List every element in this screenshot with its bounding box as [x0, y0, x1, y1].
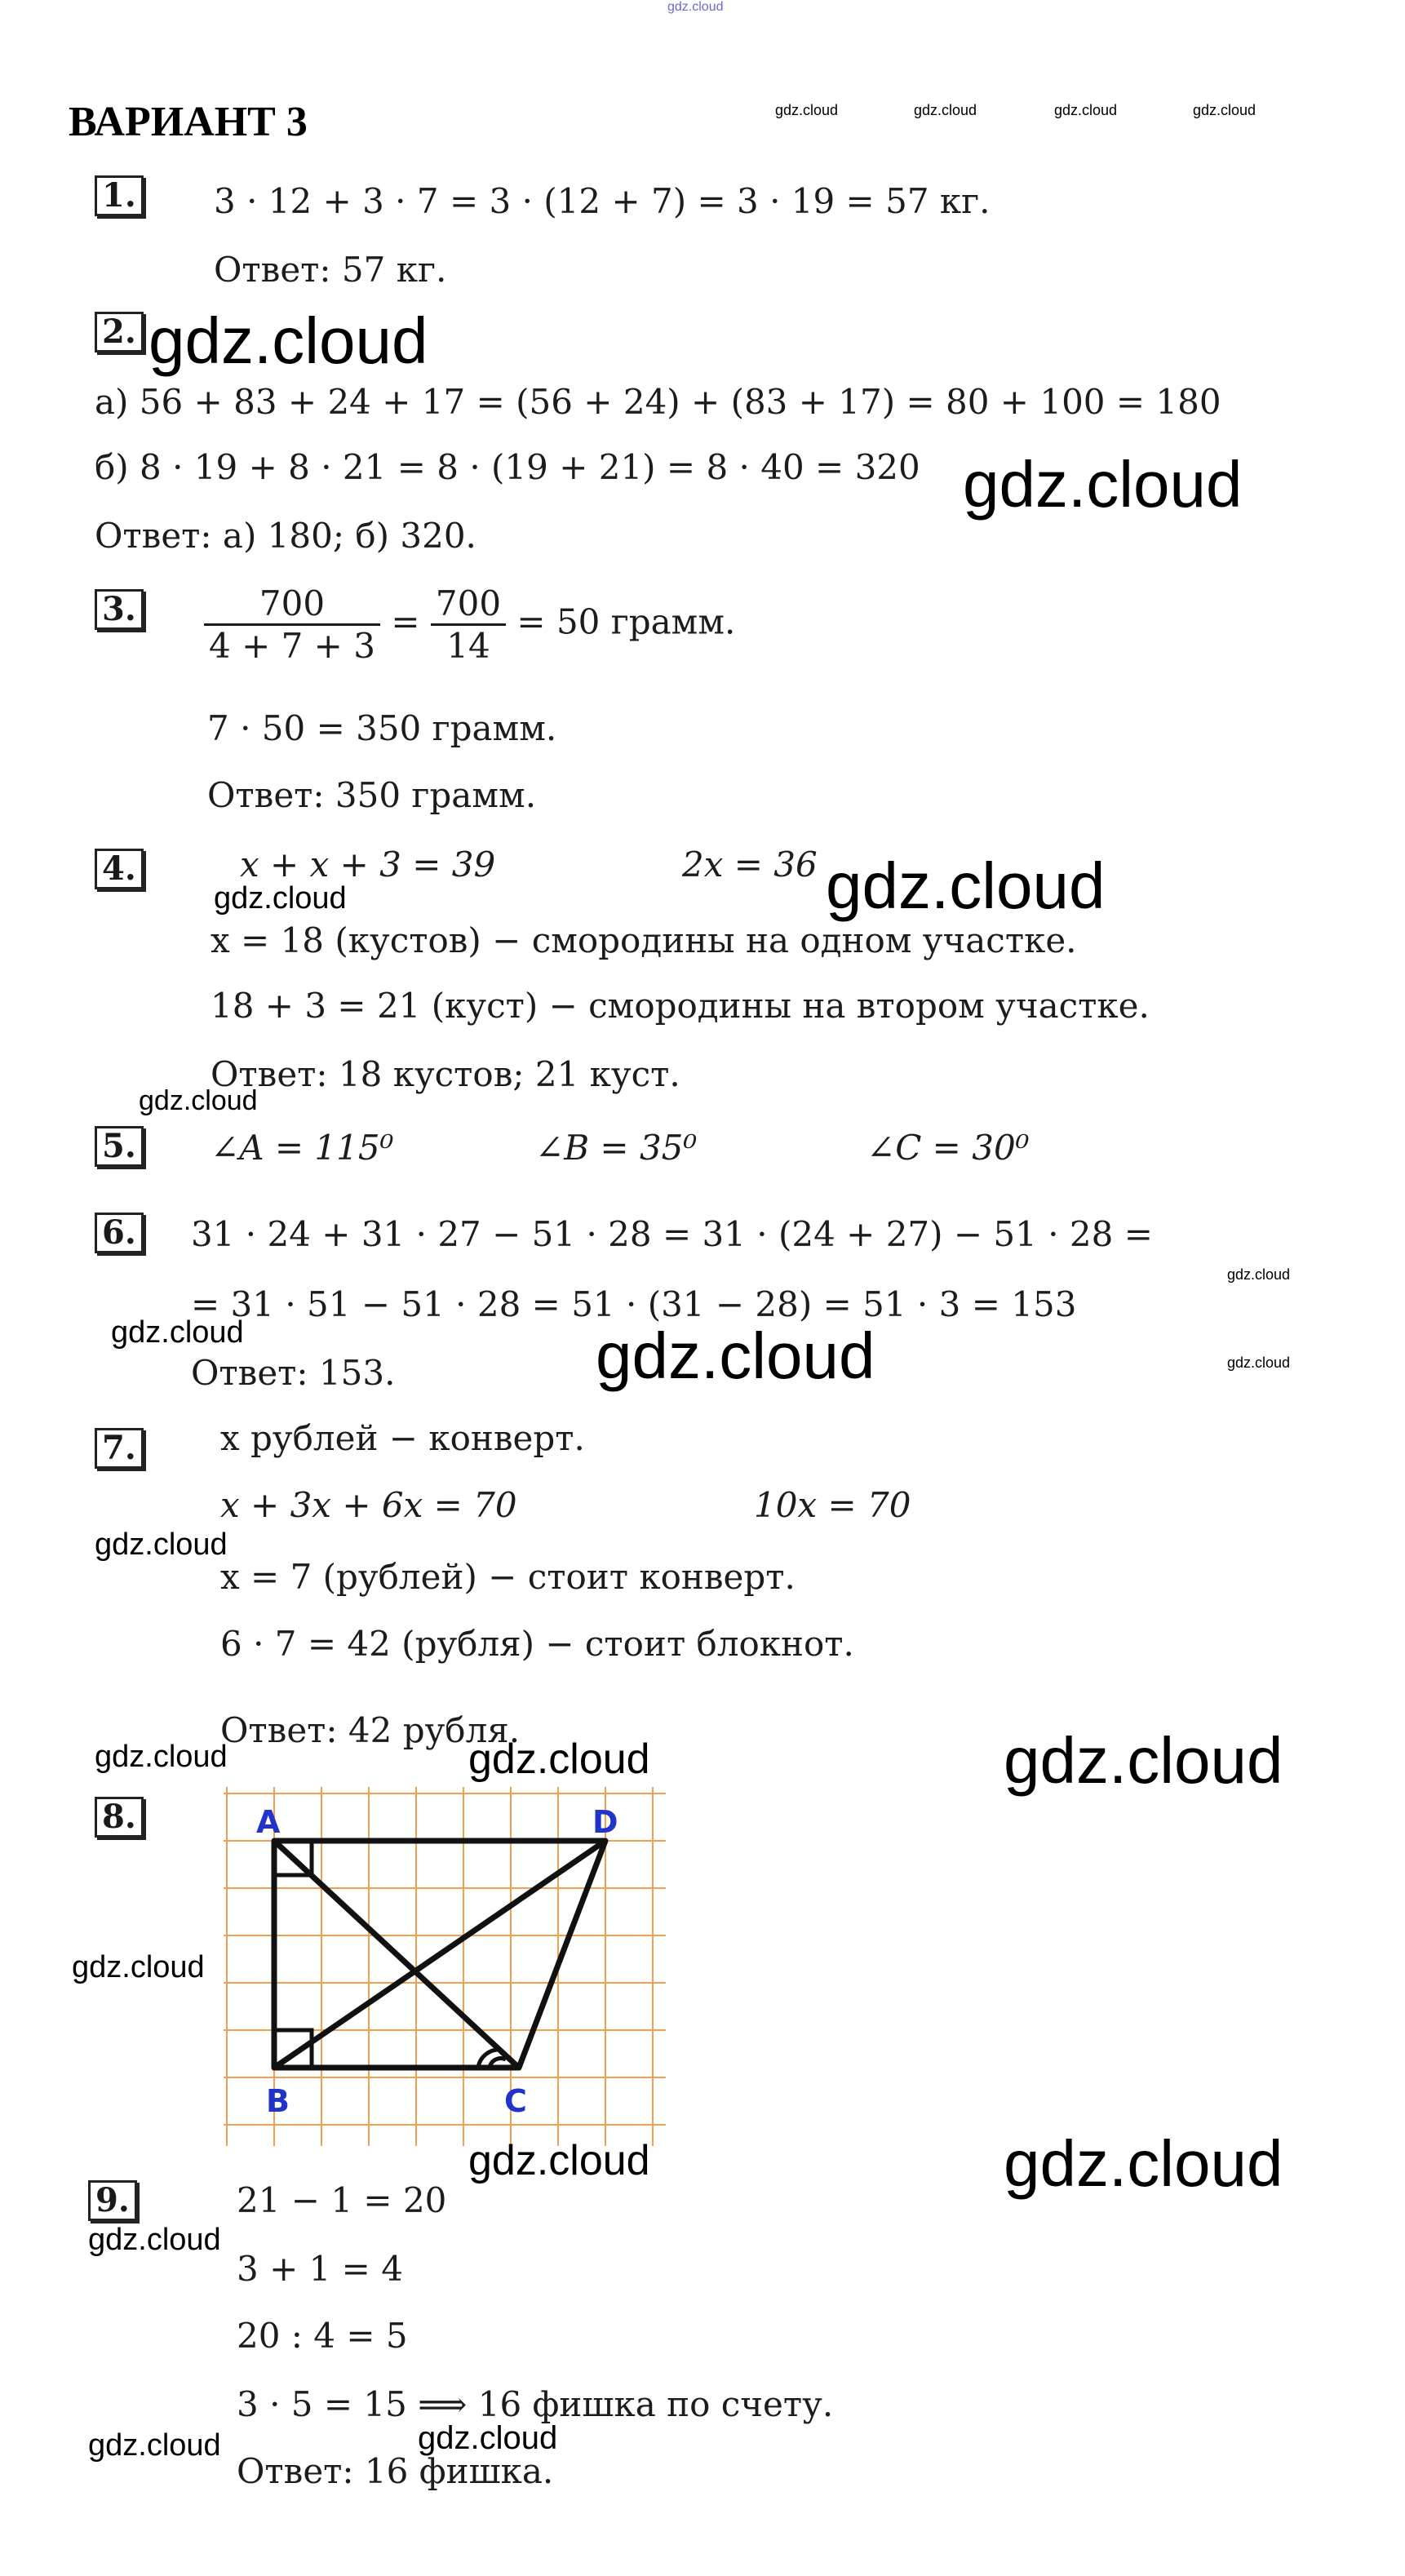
- watermark: gdz.cloud: [963, 448, 1243, 521]
- watermark: gdz.cloud: [418, 2420, 558, 2456]
- answer-line: Ответ: 42 рубля.: [220, 1710, 521, 1750]
- watermark: gdz.cloud: [1227, 1266, 1291, 1283]
- answer-line: Ответ: 16 фишка.: [237, 2451, 554, 2491]
- fraction-result: = 50 грамм.: [516, 601, 736, 642]
- watermark: gdz.cloud: [468, 1736, 650, 1783]
- watermark: gdz.cloud: [1193, 102, 1257, 118]
- vertex-label-a: A: [256, 1804, 281, 1840]
- solution-line: x = 7 (рублей) − стоит конверт.: [220, 1557, 796, 1597]
- solution-line: 18 + 3 = 21 (куст) − смородины на втором участке.: [211, 986, 1150, 1026]
- solution-line: = 31 · 51 − 51 · 28 = 51 · (31 − 28) = 51 · 3 = 153: [191, 1284, 1077, 1324]
- watermark: gdz.cloud: [111, 1315, 244, 1350]
- equation: x + x + 3 = 39: [240, 845, 496, 885]
- problem-number: 7.: [95, 1428, 144, 1469]
- watermark: gdz.cloud: [148, 304, 428, 377]
- watermark: gdz.cloud: [88, 2223, 221, 2257]
- problem-number: 2.: [95, 312, 144, 352]
- geometry-figure: [224, 1787, 666, 2146]
- equation: x + 3x + 6x = 70: [220, 1485, 517, 1525]
- answer-line: Ответ: 18 кустов; 21 куст.: [211, 1054, 680, 1094]
- angle-value: ∠C = 30⁰: [866, 1128, 1030, 1168]
- solution-line: а) 56 + 83 + 24 + 17 = (56 + 24) + (83 + 17) = 80 + 100 = 180: [95, 382, 1221, 422]
- solution-line: x рублей − конверт.: [220, 1418, 585, 1458]
- solution-line: б) 8 · 19 + 8 · 21 = 8 · (19 + 21) = 8 · 40 = 320: [95, 447, 920, 487]
- denominator: 14: [446, 626, 490, 666]
- equals-sign: =: [391, 601, 420, 642]
- solution-line: 21 − 1 = 20: [237, 2180, 447, 2220]
- solution-line: 6 · 7 = 42 (рубля) − стоит блокнот.: [220, 1624, 854, 1664]
- fraction-expression: [204, 583, 735, 666]
- watermark: gdz.cloud: [214, 881, 347, 916]
- angle-value: ∠A = 115⁰: [211, 1128, 394, 1168]
- vertex-label-b: B: [266, 2083, 290, 2119]
- equation: 10x = 70: [754, 1485, 911, 1525]
- denominator: 4 + 7 + 3: [209, 626, 375, 666]
- problem-number: 6.: [95, 1213, 144, 1253]
- answer-line: Ответ: 57 кг.: [214, 250, 447, 290]
- page-title: ВАРИАНТ 3: [69, 99, 308, 145]
- watermark: gdz.cloud: [826, 849, 1106, 922]
- quadrilateral-abcd: [274, 1841, 605, 2068]
- watermark: gdz.cloud: [1227, 1355, 1291, 1371]
- answer-line: Ответ: а) 180; б) 320.: [95, 516, 476, 556]
- angle-value: ∠B = 35⁰: [535, 1128, 698, 1168]
- watermark: gdz.cloud: [95, 1740, 228, 1774]
- answer-line: Ответ: 350 грамм.: [207, 775, 537, 815]
- solution-line: 3 · 12 + 3 · 7 = 3 · (12 + 7) = 3 · 19 = 57 кг.: [214, 181, 991, 221]
- problem-number: 8.: [95, 1797, 144, 1838]
- watermark: gdz.cloud: [914, 102, 977, 118]
- watermark: gdz.cloud: [1054, 102, 1118, 118]
- watermark: gdz.cloud: [1004, 1724, 1283, 1797]
- solution-line: 3 + 1 = 4: [237, 2249, 403, 2289]
- solution-line: x = 18 (кустов) − смородины на одном участке.: [211, 920, 1077, 960]
- watermark: gdz.cloud: [667, 0, 724, 14]
- watermark: gdz.cloud: [139, 1085, 258, 1116]
- solution-line: 7 · 50 = 350 грамм.: [207, 708, 557, 748]
- answer-line: Ответ: 153.: [191, 1353, 396, 1393]
- numerator: 700: [431, 583, 506, 626]
- watermark: gdz.cloud: [88, 2428, 221, 2463]
- watermark: gdz.cloud: [775, 102, 839, 118]
- problem-number: 4.: [95, 849, 144, 889]
- watermark: gdz.cloud: [468, 2137, 650, 2184]
- problem-number: 5.: [95, 1126, 144, 1167]
- fraction: [431, 583, 506, 666]
- watermark: gdz.cloud: [95, 1527, 228, 1562]
- solution-line: 31 · 24 + 31 · 27 − 51 · 28 = 31 · (24 + 27) − 51 · 28 =: [191, 1214, 1153, 1254]
- watermark: gdz.cloud: [1004, 2127, 1283, 2200]
- numerator: 700: [204, 583, 380, 626]
- problem-number: 3.: [95, 589, 144, 630]
- vertex-label-c: C: [504, 2083, 527, 2119]
- watermark: gdz.cloud: [72, 1950, 205, 1984]
- angle-marks: [274, 1841, 506, 2068]
- problem-number: 9.: [88, 2180, 137, 2221]
- watermark: gdz.cloud: [596, 1319, 875, 1392]
- problem-number: 1.: [95, 175, 144, 216]
- solution-line: 20 : 4 = 5: [237, 2316, 408, 2356]
- vertex-label-d: D: [592, 1804, 618, 1840]
- solution-line: 3 · 5 = 15 ⟹ 16 фишка по счету.: [237, 2384, 834, 2424]
- equation: 2x = 36: [682, 845, 818, 885]
- fraction: [204, 583, 380, 666]
